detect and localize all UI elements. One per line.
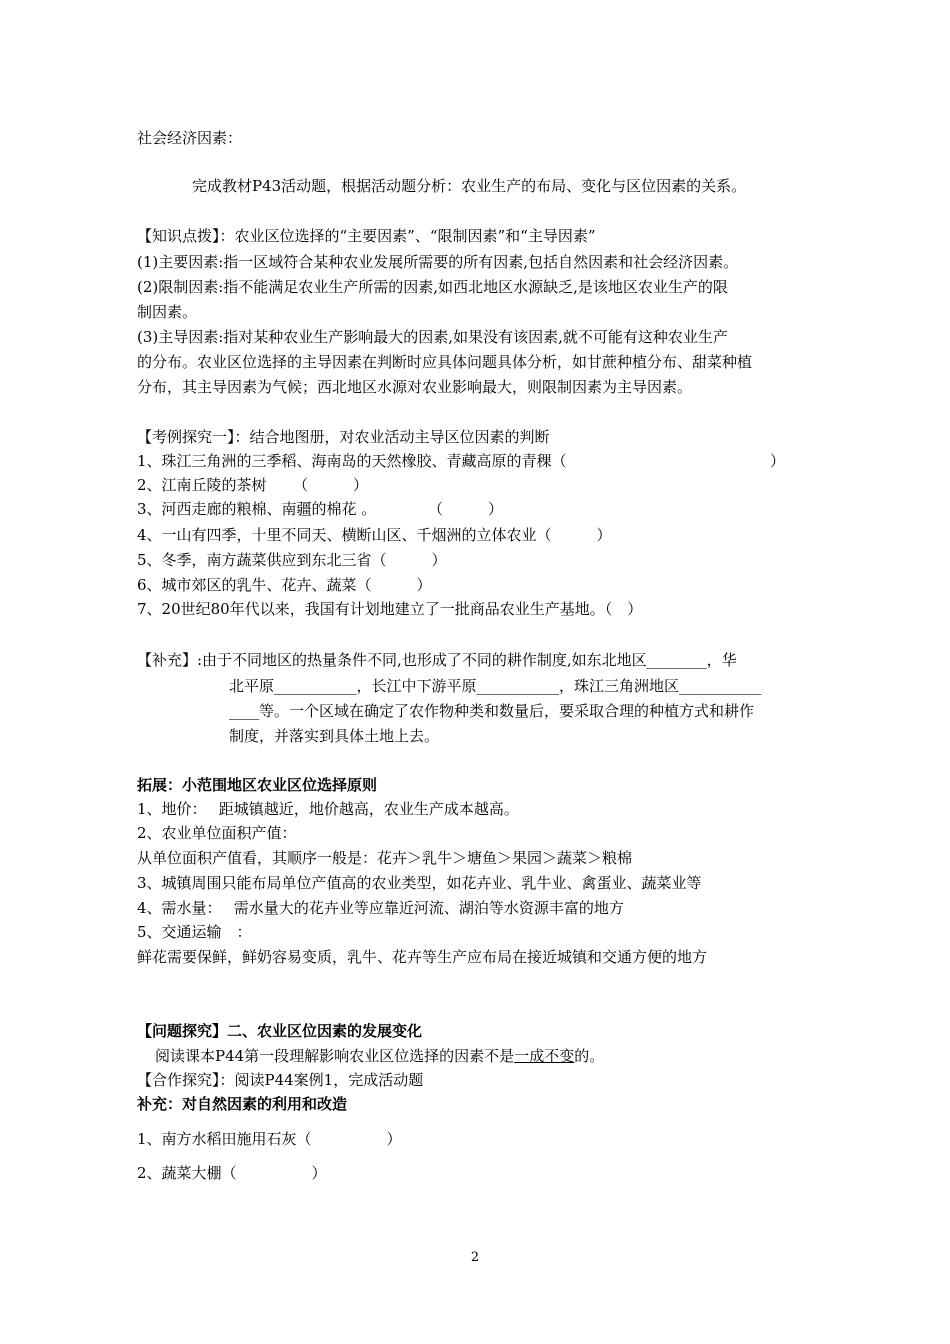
supplement-line-4: 制度，并落实到具体土地上去。 — [229, 727, 440, 745]
page-number: 2 — [470, 1250, 480, 1265]
problem-read-underlined: 一成不变 — [514, 1047, 575, 1065]
supplement-line-3: ____等。一个区域在确定了农作物种类和数量后，要采取合理的种植方式和耕作 — [229, 702, 755, 720]
knowledge-line-3c: 分布，其主导因素为气候；西北地区水源对农业影响最大，则限制因素为主导因素。 — [137, 378, 693, 396]
problem-read-pre: 阅读课本P44第一段理解影响农业区位选择的因素不是 — [155, 1047, 515, 1065]
cooperation-inquiry: 【合作探究】：阅读P44案例1，完成活动题 — [137, 1071, 424, 1089]
knowledge-title: 【知识点拨】：农业区位选择的“主要因素”、“限制因素”和“主导因素” — [137, 227, 596, 245]
example-q6: 6、城市郊区的乳牛、花卉、蔬菜（ ） — [137, 576, 432, 594]
example-q7: 7、20世纪80年代以来，我国有计划地建立了一批商品农业生产基地。（ ） — [137, 600, 643, 618]
extension-item-3: 3、城镇周围只能布局单位产值高的农业类型，如花卉业、乳牛业、禽蛋业、蔬菜业等 — [137, 874, 702, 892]
example-q4: 4、一山有四季，十里不同天、横断山区、千烟洲的立体农业（ ） — [137, 526, 612, 544]
example-q1-close: ） — [770, 452, 786, 470]
example-q2: 2、江南丘陵的茶树 — [137, 476, 267, 494]
supplement-line-1: 【补充】:由于不同地区的热量条件不同,也形成了不同的耕作制度,如东北地区________，华 — [137, 651, 737, 669]
extension-item-5: 5、交通运输 ： — [137, 923, 252, 941]
extension-item-2: 2、农业单位面积产值： — [137, 824, 297, 842]
supplement-natural-item-1: 1、南方水稻田施用石灰（ ） — [137, 1130, 402, 1148]
example-q3: 3、河西走廊的粮棉、南疆的棉花 。 — [137, 500, 377, 518]
extension-title: 拓展：小范围地区农业区位选择原则 — [137, 776, 378, 794]
knowledge-line-3a: (3)主导因素:指对某种农业生产影响最大的因素,如果没有该因素,就不可能有这种农业生产 — [137, 328, 728, 346]
knowledge-line-1: (1)主要因素:指一区域符合某种农业发展所需要的所有因素,包括自然因素和社会经济因素。 — [137, 253, 739, 271]
example-q3-paren: （ ） — [428, 500, 504, 518]
supplement-natural-item-2: 2、蔬菜大棚（ ） — [137, 1164, 327, 1182]
example-title: 【考例探究一】：结合地图册，对农业活动主导区位因素的判断 — [137, 428, 550, 446]
extension-item-5-detail: 鲜花需要保鲜，鲜奶容易变质，乳牛、花卉等生产应布局在接近城镇和交通方便的地方 — [137, 948, 708, 966]
knowledge-line-3b: 的分布。农业区位选择的主导因素在判断时应具体问题具体分析，如甘蔗种植分布、甜菜种植 — [137, 353, 753, 371]
extension-item-2-detail: 从单位面积产值看，其顺序一般是：花卉＞乳牛＞塘鱼＞果园＞蔬菜＞粮棉 — [137, 849, 633, 867]
extension-item-1: 1、地价： 距城镇越近，地价越高，农业生产成本越高。 — [137, 800, 519, 818]
knowledge-line-2a: (2)限制因素:指不能满足农业生产所需的因素,如西北地区水源缺乏,是该地区农业生产的限 — [137, 278, 728, 296]
example-q5: 5、冬季，南方蔬菜供应到东北三省（ ） — [137, 551, 447, 569]
problem-read-post: 的。 — [574, 1047, 605, 1065]
problem-title: 【问题探究】二、农业区位因素的发展变化 — [137, 1022, 423, 1040]
example-q1: 1、珠江三角洲的三季稻、海南岛的天然橡胶、青藏高原的青稞（ — [137, 452, 567, 470]
example-q2-paren: （ ） — [293, 476, 369, 494]
problem-read-line — [155, 1045, 604, 1067]
social-factors-heading: 社会经济因素： — [137, 129, 243, 147]
supplement-line-2: 北平原___________，长江中下游平原___________，珠江三角洲地区___________ — [229, 677, 762, 695]
extension-item-4: 4、需水量： 需水量大的花卉业等应靠近河流、湖泊等水资源丰富的地方 — [137, 899, 624, 917]
supplement-natural-title: 补充：对自然因素的利用和改造 — [137, 1095, 348, 1113]
activity-instruction: 完成教材P43活动题，根据活动题分析：农业生产的布局、变化与区位因素的关系。 — [192, 177, 747, 195]
knowledge-line-2b: 制因素。 — [137, 303, 198, 321]
